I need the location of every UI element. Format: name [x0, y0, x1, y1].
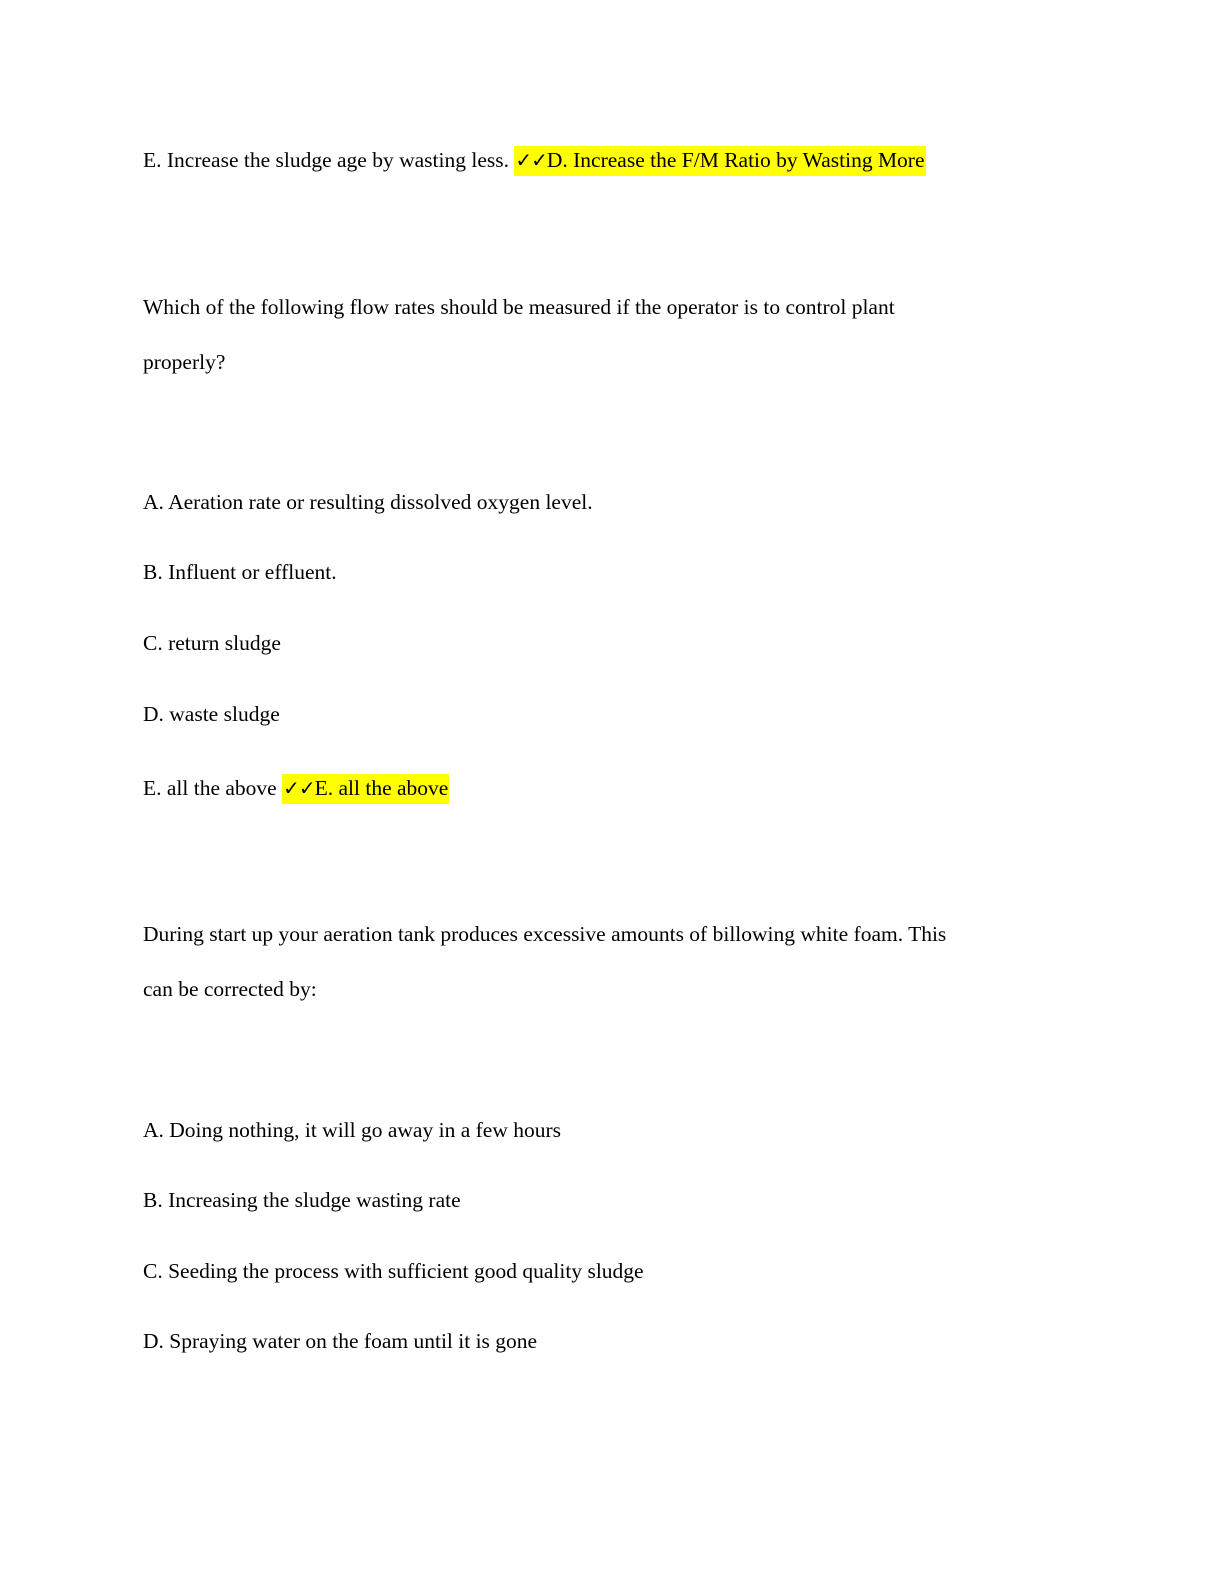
answer-text-q1: E. all the above [314, 776, 449, 800]
q1-option-c: C. return sludge [143, 631, 281, 655]
q2-option-d: D. Spraying water on the foam until it is gone [143, 1329, 538, 1353]
double-check-icon: ✓✓ [515, 148, 547, 172]
q1-option-e-text: E. all the above [143, 776, 277, 800]
q1-option-a: A. Aeration rate or resulting dissolved oxygen level. [143, 490, 593, 514]
option-e-previous [143, 147, 926, 173]
option-e-previous-text: E. Increase the sludge age by wasting less. [143, 148, 509, 172]
q2-option-c: C. Seeding the process with sufficient good quality sludge [143, 1259, 644, 1283]
q2-option-b: B. Increasing the sludge wasting rate [143, 1188, 461, 1212]
answer-highlight-q1 [282, 774, 449, 804]
double-check-icon: ✓✓ [283, 776, 315, 800]
q1-option-b: B. Influent or effluent. [143, 560, 337, 584]
q1-option-e [143, 775, 449, 801]
question-1-line-2: properly? [143, 350, 226, 374]
q2-option-a: A. Doing nothing, it will go away in a few hours [143, 1118, 562, 1142]
q1-option-d: D. waste sludge [143, 702, 280, 726]
answer-text-previous: D. Increase the F/M Ratio by Wasting More [546, 148, 925, 172]
answer-highlight-previous [514, 146, 925, 176]
question-2-line-2: can be corrected by: [143, 977, 317, 1001]
question-2-line-1: During start up your aeration tank produces excessive amounts of billowing white foam. This [143, 922, 947, 946]
question-1-line-1: Which of the following flow rates should be measured if the operator is to control plant [143, 295, 895, 319]
